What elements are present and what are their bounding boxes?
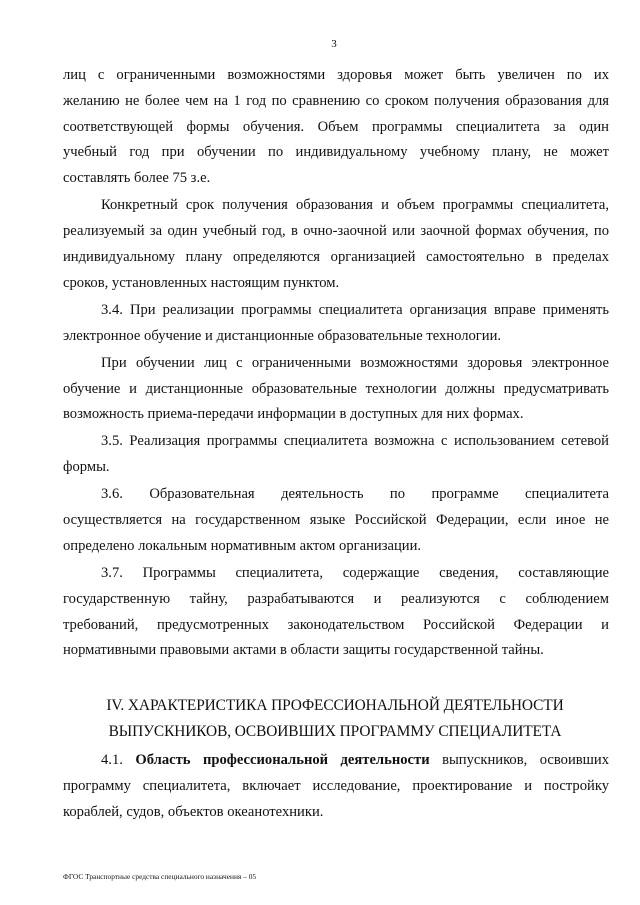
paragraph-line: обучение и дистанционные образовательные технологии должны предусматривать <box>63 380 609 397</box>
clause-text: выпускников, освоивших <box>429 752 609 768</box>
paragraph-line: возможность приема-передачи информации в доступных для них формах. <box>63 406 524 423</box>
section-heading-line-1: IV. ХАРАКТЕРИСТИКА ПРОФЕССИОНАЛЬНОЙ ДЕЯТЕЛЬНОСТИ <box>106 697 564 714</box>
paragraph-line: При обучении лиц с ограниченными возможностями здоровья электронное <box>101 354 609 371</box>
section-heading-line-2: ВЫПУСКНИКОВ, ОСВОИВШИХ ПРОГРАММУ СПЕЦИАЛИТЕТА <box>108 723 562 740</box>
clause-number: 4.1. <box>101 752 136 768</box>
paragraph-line: определено локальным нормативным актом организации. <box>63 537 422 554</box>
paragraph-line: электронное обучение и дистанционные образовательные технологии. <box>63 327 502 344</box>
paragraph-line: составлять более 75 з.е. <box>63 170 211 187</box>
paragraph-line: 3.5. Реализация программы специалитета возможна с использованием сетевой <box>101 433 609 450</box>
paragraph-line: соответствующей формы обучения. Объем программы специалитета за один <box>63 118 609 135</box>
paragraph-line: учебный год при обучении по индивидуальному учебному плану, не может <box>63 144 609 161</box>
paragraph-line: сроков, установленных настоящим пунктом. <box>63 274 340 291</box>
paragraph-line: осуществляется на государственном языке Российской Федерации, если иное не <box>63 512 609 529</box>
section-paragraph-line: кораблей, судов, объектов океанотехники. <box>63 804 324 820</box>
paragraph-line: требований, предусмотренных законодательством Российской Федерации и <box>63 616 609 633</box>
paragraph-line: нормативными правовыми актами в области защиты государственной тайны. <box>63 642 544 659</box>
paragraph-line: 3.4. При реализации программы специалитета организация вправе применять <box>101 301 609 318</box>
paragraph-line: желанию не более чем на 1 год по сравнению со сроком получения образования для <box>63 92 609 109</box>
paragraph-line: 3.6. Образовательная деятельность по программе специалитета <box>101 486 609 503</box>
paragraph-line: Конкретный срок получения образования и объем программы специалитета, <box>101 197 609 214</box>
paragraph-line: индивидуальному плану определяются организацией самостоятельно в пределах <box>63 248 609 265</box>
section-paragraph-line: программу специалитета, включает исследование, проектирование и постройку <box>63 778 609 794</box>
paragraph-line: 3.7. Программы специалитета, содержащие сведения, составляющие <box>101 565 609 581</box>
paragraph-line: лиц с ограниченными возможностями здоровья может быть увеличен по их <box>63 67 609 83</box>
bold-term: Область профессиональной деятельности <box>135 752 430 768</box>
section-paragraph-first-line <box>101 751 609 769</box>
paragraph-line: формы. <box>63 459 110 476</box>
paragraph-line: государственную тайну, разрабатываются и реализуются с соблюдением <box>63 590 609 607</box>
page-number: 3 <box>331 38 337 50</box>
paragraph-line: реализуемый за один учебный год, в очно-заочной или заочной формах обучения, по <box>63 223 609 240</box>
footer-text: ФГОС Транспортные средства специального назначения – 05 <box>63 872 257 881</box>
